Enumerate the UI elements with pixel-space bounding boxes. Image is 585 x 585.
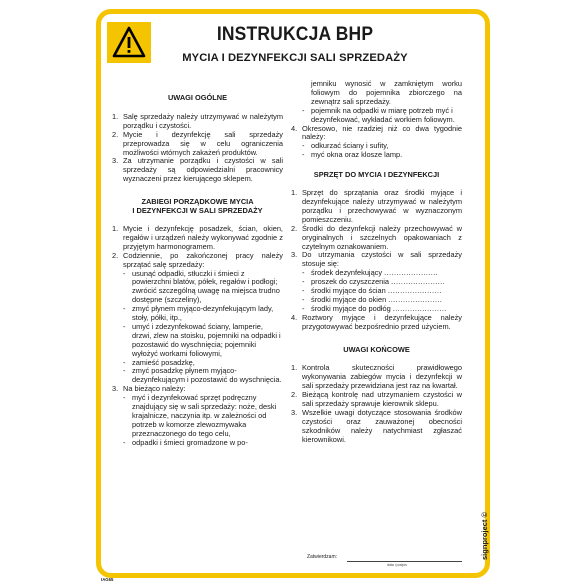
list-item: 2. Środki do dezynfekcji należy przechowywać w oryginalnych i szczelnych opakowaniach z czytelnym oznakowaniem. [291, 223, 462, 251]
left-column [112, 80, 283, 448]
sub-list [123, 270, 283, 386]
list-item: 3. Na bieżąco należy: [112, 384, 186, 394]
list-item: 3. Wszelkie uwagi dotyczące stosowania środków czystości oraz zauważonej obecności szkodników należy natychmiast zgłaszać kierownikowi. [291, 408, 462, 444]
list-item: 3. Do utrzymania czystości w sali sprzedaży stosuje się: [291, 250, 462, 269]
list-item: 1. Sprzęt do sprzątania oraz środki myjące i dezynfekujące należy utrzymywać w należytym porządku i przechowywać w wyznaczonym pomieszczeniu. [291, 188, 462, 224]
list-item: 1. Kontrola skuteczności prawidłowego wykonywania zabiegów mycia i dezynfekcji w sali sprzedaży przewidziana jest raz na kwartał. [291, 363, 462, 391]
sub-list-item: - umyć i zdezynfekować ściany, lamperie, drzwi, zlew na stoisku, pojemniki na odpadki i pozostawić do wyschnięcia; pojemniki wyłożyć workami foliowymi, [123, 321, 281, 358]
list-item: 2. Mycie i dezynfekcję sali sprzedaży przeprowadza się w celu ograniczenia możliwości wtórnych zakażeń produktów. [112, 129, 283, 157]
brand-label: signproject © [480, 511, 489, 560]
sub-list-item: - proszek do czyszczenia ...................... [302, 277, 446, 287]
sub-list-item: - zamieść posadzkę, [123, 357, 195, 367]
list-item: 2. Codziennie, po zakończonej pracy należy sprzątać salę sprzedaży: [112, 250, 283, 269]
section-heading-general: UWAGI OGÓLNE [167, 93, 228, 102]
sub-list [123, 394, 283, 447]
list-item: 1. Salę sprzedaży należy utrzymywać w należytym porządku i czystości. [112, 111, 283, 130]
product-code: IAG65 [101, 577, 114, 582]
sub-list-item: - zmyć posadzkę płynem myjąco-dezynfekującym i pozostawić do wyschnięcia. [123, 366, 282, 385]
sub-list-item: - odpadki i śmieci gromadzone w po- [123, 437, 248, 447]
right-column [291, 80, 462, 445]
list-item: 3. Za utrzymanie porządku i czystości w sali sprzedaży są odpowiedzialni pracownicy wyznaczeni przez kierującego sklepem. [112, 156, 283, 184]
sub-list-item: - środki myjące do podłóg ...................... [302, 303, 447, 313]
section-heading-equipment: SPRZĘT DO MYCIA I DEZYNFEKCJI [313, 170, 440, 180]
sub-list-item: - pojemnik na odpadki w miarę potrzeb myć i dezynfekować, wykładać workiem foliowym. [302, 105, 455, 124]
list-item: 2. Bieżącą kontrolę nad utrzymaniem czystości w sali sprzedaży sprawuje kierownik sklepu. [291, 390, 462, 409]
list-item: 4. Okresowo, nie rzadziej niż co dwa tygodnie należy: [291, 123, 462, 142]
sub-list-item: - zmyć płynem myjąco-dezynfekującym lady, stoły, półki, itp., [123, 304, 274, 323]
signature-line [347, 561, 462, 562]
sub-list-item: - myć i dezynfekować sprzęt podręczny znajdujący się w sali sprzedaży: noże, deski krajalnicze, naczynia itp. w zależności od potrzeb w komorze zlewozmywaka przeznaczonego do tego celu, [123, 393, 277, 438]
sub-list-item: - odkurzać ściany i sufity, [302, 141, 389, 151]
list-item: 1. Mycie i dezynfekcję posadzek, ścian, okien, regałów i urządzeń należy wykonywać zgodnie z przyjętym harmonogramem. [112, 223, 283, 251]
list-item: 4. Roztwory myjące i dezynfekujące należy przygotowywać bezpośrednio przed użyciem. [291, 312, 462, 331]
page-subtitle: MYCIA I DEZYNFEKCJI SALI SPRZEDAŻY [182, 52, 408, 64]
sub-list-item: - środki myjące do ścian ...................... [302, 286, 442, 296]
sub-list [302, 142, 462, 160]
cleaning-agents-list [302, 269, 462, 314]
sub-list [302, 107, 462, 125]
warning-badge [107, 22, 151, 63]
sub-list-item: - myć okna oraz klosze lamp. [302, 150, 403, 160]
sub-list-item: - środki myjące do okien ...................... [302, 294, 443, 304]
continued-text: jemniku wynosić w zamkniętym worku foliowym do pojemnika zbiorczego na zewnątrz sali sprzedaży. [311, 79, 462, 106]
section-heading-cleaning: ZABIEGI PORZĄDKOWE MYCIA I DEZYNFEKCJI W SALI SPRZEDAŻY [132, 197, 263, 216]
sub-list-item: - środek dezynfekujący ...................... [302, 268, 439, 278]
warning-triangle-icon [112, 26, 146, 59]
signature-caption: data i podpis [387, 563, 407, 567]
section-heading-final: UWAGI KOŃCOWE [343, 344, 410, 354]
approval-label: Zatwierdzam: [307, 554, 338, 560]
sub-list-item: - usunąć odpadki, stłuczki i śmieci z powierzchni blatów, półek, regałów i podłogi; zwrócić szczególną uwagę na miejsca trudno dostępne (szczeliny), [123, 268, 280, 305]
page-title: INSTRUKCJA BHP [216, 24, 374, 45]
